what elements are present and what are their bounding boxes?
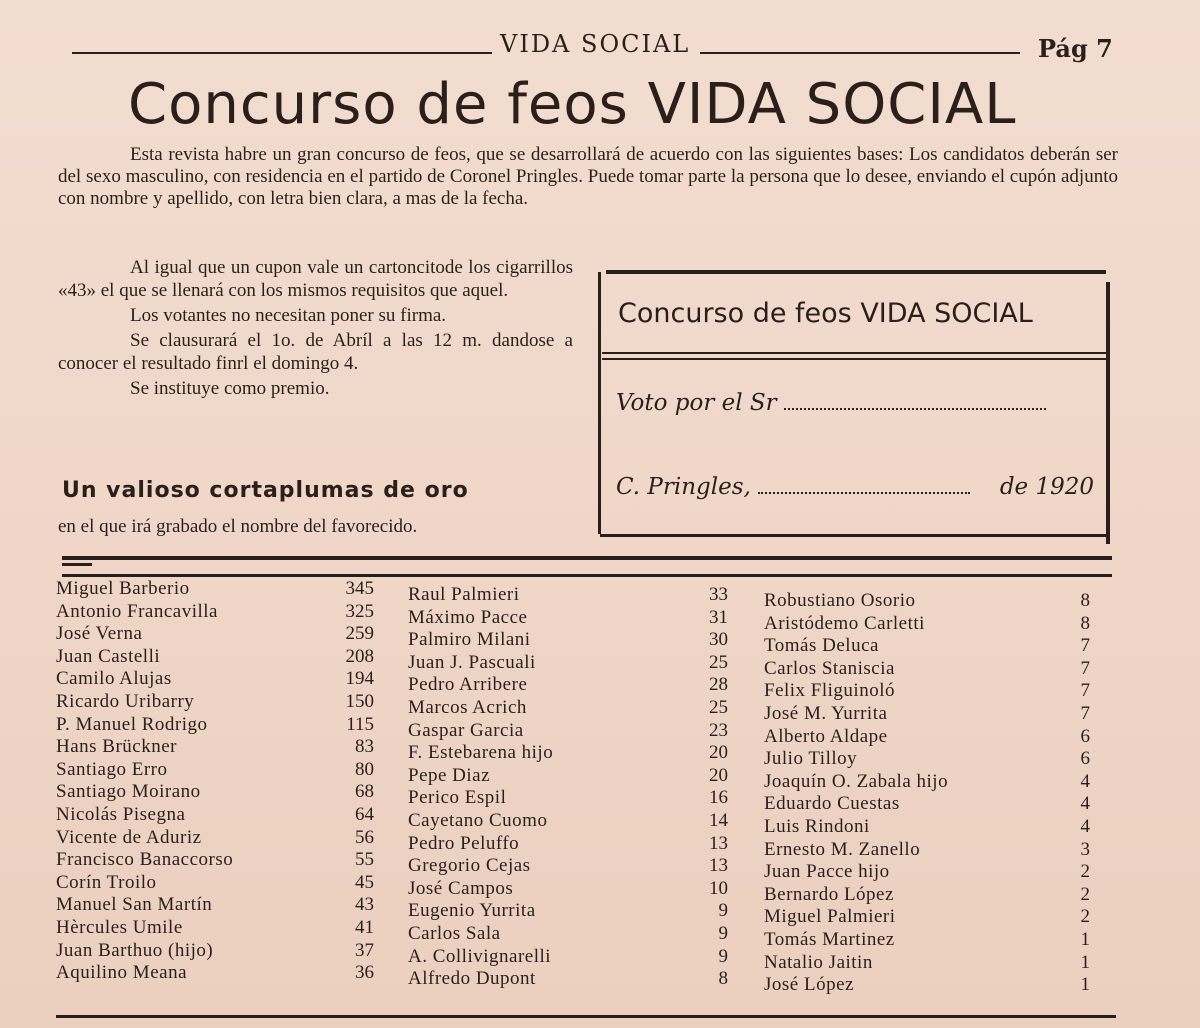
- list-item: [56, 623, 376, 646]
- vote-count: 4: [1080, 770, 1090, 792]
- candidate-name: F. Estebarena hijo: [408, 742, 554, 764]
- candidate-name: Luis Rindoni: [764, 815, 870, 837]
- candidate-name: Alberto Aldape: [764, 725, 888, 747]
- candidate-name: A. Collivignarelli: [408, 945, 552, 967]
- coupon-divider: [602, 358, 1106, 360]
- vote-count: 7: [1080, 680, 1090, 702]
- candidate-name: Juan J. Pascuali: [408, 651, 536, 673]
- list-item: [764, 839, 1090, 862]
- list-item: [408, 923, 734, 946]
- candidate-name: Eduardo Cuestas: [764, 793, 900, 815]
- vote-count: 9: [718, 945, 728, 967]
- vote-count: 7: [1080, 657, 1090, 679]
- list-item: [764, 793, 1090, 816]
- list-item: [764, 680, 1090, 703]
- vote-count: 10: [709, 877, 728, 899]
- list-item: [408, 652, 734, 675]
- coupon-year-label: de 1920: [999, 474, 1094, 500]
- rule-paragraph: [58, 256, 573, 302]
- intro-text: Esta revista habre un gran concurso de feos, que se desarrollará de acuerdo con las siguientes bases: Los candidatos deberán ser del sexo masculino, con residencia en el partido de Coronel Pringles. Puede tomar parte la persona que lo desee, enviando el cupón adjunto con nombre y apellido, con letra bien clara, a mas de la fecha.: [58, 144, 1118, 209]
- vote-count: 28: [709, 674, 728, 696]
- vote-count: 80: [355, 758, 374, 780]
- candidate-name: Gaspar Garcia: [408, 719, 524, 741]
- list-item: [408, 674, 734, 697]
- vote-count: 13: [709, 855, 728, 877]
- vote-count: 6: [1080, 748, 1090, 770]
- list-item: [764, 974, 1090, 997]
- vote-count: 25: [709, 696, 728, 718]
- rule-paragraph: [58, 304, 573, 327]
- candidate-name: P. Manuel Rodrigo: [56, 713, 208, 735]
- bottom-rule: [56, 1015, 1116, 1018]
- vote-count: 1: [1080, 974, 1090, 996]
- vote-count: 325: [345, 600, 374, 622]
- vote-coupon: [598, 262, 1110, 540]
- candidate-name: Miguel Barberio: [56, 578, 190, 599]
- candidate-name: Joaquín O. Zabala hijo: [764, 770, 949, 792]
- list-item: [408, 855, 734, 878]
- candidate-name: Corín Troilo: [56, 871, 157, 893]
- candidate-name: Pedro Arribere: [408, 674, 528, 696]
- vote-count: 7: [1080, 635, 1090, 657]
- intro-paragraph: [58, 144, 1118, 210]
- list-item: [408, 810, 734, 833]
- candidate-name: Perico Espil: [408, 787, 507, 809]
- page-title: Concurso de feos VIDA SOCIAL: [128, 72, 1017, 137]
- list-item: [764, 635, 1090, 658]
- list-item: [764, 884, 1090, 907]
- list-item: [764, 929, 1090, 952]
- candidate-name: Robustiano Osorio: [764, 590, 916, 611]
- list-item: [408, 765, 734, 788]
- candidate-name: Juan Pacce hijo: [764, 861, 890, 883]
- vote-count: 150: [345, 690, 374, 712]
- header-rule-right: [700, 52, 1020, 54]
- vote-count: 345: [345, 578, 374, 599]
- vote-count: 16: [709, 787, 728, 809]
- section-rule-mark: [62, 563, 92, 566]
- coupon-right-rule: [1106, 282, 1110, 544]
- candidate-name: Tomás Deluca: [764, 635, 879, 657]
- candidate-name: Francisco Banaccorso: [56, 849, 234, 871]
- vote-count: 25: [709, 651, 728, 673]
- rule-text: Se instituye como premio.: [130, 378, 330, 399]
- candidate-name: Manuel San Martín: [56, 894, 213, 916]
- list-item: [408, 629, 734, 652]
- rules-column: [58, 256, 573, 402]
- candidate-name: Julio Tilloy: [764, 748, 858, 770]
- list-item: [56, 714, 376, 737]
- candidate-name: Felix Fliguinoló: [764, 680, 895, 702]
- vote-count: 37: [355, 939, 374, 961]
- vote-count: 9: [718, 900, 728, 922]
- vote-count: 2: [1080, 906, 1090, 928]
- vote-count: 36: [355, 962, 374, 984]
- list-item: [764, 861, 1090, 884]
- coupon-vote-line: [616, 390, 1094, 416]
- list-item: [764, 726, 1090, 749]
- rule-text: Los votantes no necesitan poner su firma.: [130, 305, 447, 326]
- vote-count: 31: [709, 606, 728, 628]
- candidate-name: Nicolás Pisegna: [56, 803, 186, 825]
- vote-count: 2: [1080, 861, 1090, 883]
- vote-count: 55: [355, 849, 374, 871]
- vote-count: 8: [718, 968, 728, 990]
- candidate-name: Bernardo López: [764, 883, 894, 905]
- vote-count: 4: [1080, 815, 1090, 837]
- rule-text: Al igual que un cupon vale un cartoncitode los cigarrillos «43» el que se llenará con los mismos requisitos que aquel.: [58, 257, 573, 301]
- coupon-title: Concurso de feos VIDA SOCIAL: [618, 298, 1033, 329]
- vote-count: 13: [709, 832, 728, 854]
- list-item: [408, 697, 734, 720]
- list-item: [56, 872, 376, 895]
- prize-title: Un valioso cortaplumas de oro: [62, 478, 469, 503]
- list-item: [764, 952, 1090, 975]
- list-item: [764, 748, 1090, 771]
- vote-count: 2: [1080, 883, 1090, 905]
- vote-count: 41: [355, 916, 374, 938]
- candidate-name: Gregorio Cejas: [408, 855, 531, 877]
- coupon-bottom-rule: [600, 534, 1108, 537]
- vote-count: 1: [1080, 951, 1090, 973]
- list-item: [764, 658, 1090, 681]
- vote-count: 14: [709, 809, 728, 831]
- vote-count: 9: [718, 922, 728, 944]
- coupon-divider: [602, 352, 1106, 354]
- coupon-top-rule: [606, 270, 1106, 274]
- list-item: [408, 787, 734, 810]
- candidate-name: Hans Brückner: [56, 736, 177, 758]
- list-item: [408, 878, 734, 901]
- vote-count: 4: [1080, 793, 1090, 815]
- vote-count: 7: [1080, 702, 1090, 724]
- vote-count: 6: [1080, 725, 1090, 747]
- list-item: [56, 894, 376, 917]
- list-item: [764, 703, 1090, 726]
- list-item: [56, 759, 376, 782]
- candidate-name: Cayetano Cuomo: [408, 809, 548, 831]
- coupon-vote-blank: [784, 407, 1046, 410]
- list-item: [408, 742, 734, 765]
- vote-count: 1: [1080, 928, 1090, 950]
- list-item: [408, 584, 734, 607]
- candidate-name: José M. Yurrita: [764, 702, 888, 724]
- list-item: [408, 720, 734, 743]
- coupon-left-rule: [598, 272, 601, 534]
- candidate-name: Marcos Acrich: [408, 696, 527, 718]
- candidate-name: Ernesto M. Zanello: [764, 838, 921, 860]
- list-item: [764, 613, 1090, 636]
- list-item: [56, 736, 376, 759]
- candidate-name: Alfredo Dupont: [408, 968, 536, 990]
- candidate-name: Palmiro Milani: [408, 629, 531, 651]
- vote-count: 208: [345, 645, 374, 667]
- coupon-place-label: C. Pringles,: [616, 474, 751, 500]
- list-item: [56, 578, 376, 601]
- candidate-name: Máximo Pacce: [408, 606, 528, 628]
- candidate-name: Pedro Peluffo: [408, 832, 520, 854]
- vote-count: 23: [709, 719, 728, 741]
- candidate-name: Natalio Jaitin: [764, 951, 873, 973]
- candidate-name: Tomás Martinez: [764, 928, 895, 950]
- vote-count: 20: [709, 742, 728, 764]
- results-column-2: [408, 584, 734, 991]
- candidate-name: Juan Barthuo (hijo): [56, 939, 214, 961]
- candidate-name: Aristódemo Carletti: [764, 612, 925, 634]
- list-item: [764, 906, 1090, 929]
- vote-count: 43: [355, 894, 374, 916]
- coupon-date-blank: [758, 491, 970, 494]
- candidate-name: Eugenio Yurrita: [408, 900, 536, 922]
- candidate-name: Carlos Sala: [408, 922, 501, 944]
- vote-count: 33: [709, 584, 728, 605]
- candidate-name: José Verna: [56, 623, 143, 645]
- candidate-name: Camilo Alujas: [56, 668, 172, 690]
- coupon-vote-label: Voto por el Sr: [616, 390, 777, 416]
- list-item: [408, 607, 734, 630]
- vote-count: 8: [1080, 612, 1090, 634]
- candidate-name: Juan Castelli: [56, 645, 161, 667]
- list-item: [56, 646, 376, 669]
- prize-text: en el que irá grabado el nombre del favorecido.: [58, 516, 418, 537]
- list-item: [56, 668, 376, 691]
- candidate-name: Pepe Diaz: [408, 764, 491, 786]
- header-title: VIDA SOCIAL: [500, 30, 691, 58]
- candidate-name: Aquilino Meana: [56, 962, 188, 984]
- page-number: Pág 7: [1038, 34, 1113, 63]
- list-item: [764, 816, 1090, 839]
- section-rule: [62, 574, 1112, 577]
- results-column-3: [764, 590, 1090, 997]
- coupon-place-line: [616, 474, 1094, 500]
- candidate-name: Carlos Staniscia: [764, 657, 895, 679]
- candidate-name: Santiago Erro: [56, 758, 168, 780]
- header-rule-left: [72, 52, 492, 54]
- vote-count: 64: [355, 803, 374, 825]
- vote-count: 259: [345, 623, 374, 645]
- vote-count: 115: [346, 713, 374, 735]
- results-column-1: [56, 578, 376, 985]
- list-item: [408, 968, 734, 991]
- candidate-name: Vicente de Aduriz: [56, 826, 202, 848]
- candidate-name: Hèrcules Umile: [56, 916, 183, 938]
- list-item: [764, 771, 1090, 794]
- list-item: [408, 833, 734, 856]
- list-item: [56, 849, 376, 872]
- vote-count: 56: [355, 826, 374, 848]
- candidate-name: José López: [764, 974, 854, 996]
- candidate-name: Santiago Moirano: [56, 781, 201, 803]
- vote-count: 20: [709, 764, 728, 786]
- rule-text: Se clausurará el 1o. de Abríl a las 12 m. dandose a conocer el resultado finrl el domingo 4.: [58, 330, 573, 374]
- list-item: [56, 940, 376, 963]
- candidate-name: Miguel Palmieri: [764, 906, 896, 928]
- candidate-name: José Campos: [408, 877, 514, 899]
- list-item: [56, 827, 376, 850]
- list-item: [56, 917, 376, 940]
- rule-paragraph: [58, 377, 573, 400]
- section-rule: [62, 556, 1112, 560]
- vote-count: 8: [1080, 590, 1090, 611]
- rule-paragraph: [58, 329, 573, 375]
- list-item: [56, 804, 376, 827]
- candidate-name: Raul Palmieri: [408, 584, 520, 605]
- vote-count: 83: [355, 736, 374, 758]
- vote-count: 45: [355, 871, 374, 893]
- vote-count: 68: [355, 781, 374, 803]
- list-item: [408, 900, 734, 923]
- list-item: [408, 946, 734, 969]
- list-item: [56, 781, 376, 804]
- list-item: [56, 601, 376, 624]
- candidate-name: Ricardo Uribarry: [56, 690, 195, 712]
- list-item: [56, 962, 376, 985]
- candidate-name: Antonio Francavilla: [56, 600, 218, 622]
- list-item: [764, 590, 1090, 613]
- vote-count: 3: [1080, 838, 1090, 860]
- vote-count: 194: [345, 668, 374, 690]
- vote-count: 30: [709, 629, 728, 651]
- list-item: [56, 691, 376, 714]
